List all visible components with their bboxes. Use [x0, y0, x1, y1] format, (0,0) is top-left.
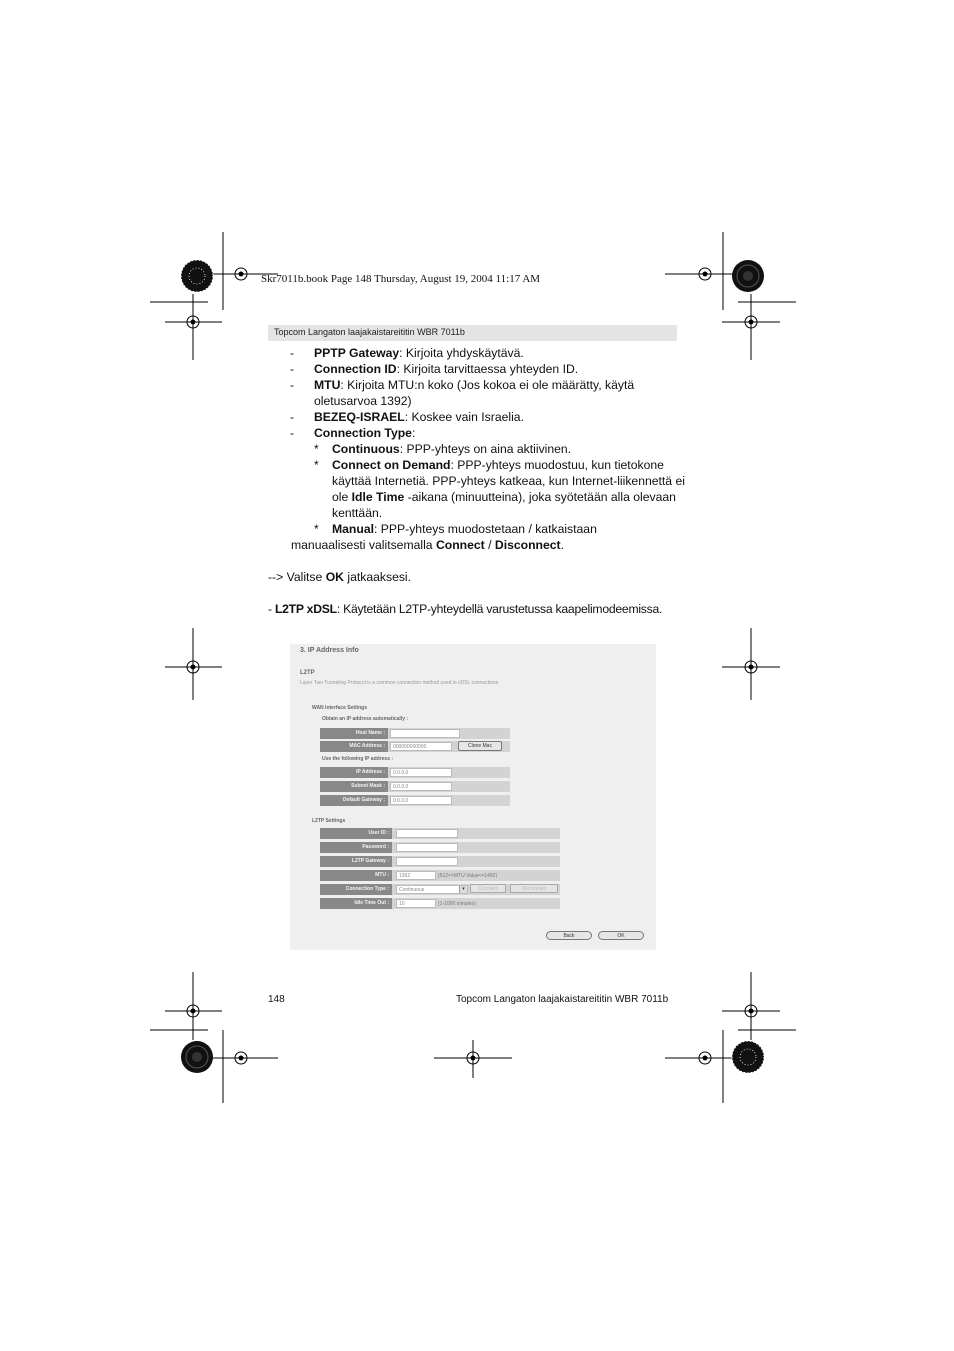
password-label: Password :	[320, 842, 392, 853]
screenshot-subtitle: L2TP	[300, 670, 315, 676]
clone-mac-button[interactable]: Clone Mac	[458, 741, 502, 751]
l2tp-gateway-label: L2TP Gateway :	[320, 856, 392, 867]
select-ok-line: --> Valitse OK jatkaaksesi.	[268, 570, 412, 584]
mtu-input[interactable]: 1392	[396, 871, 436, 880]
l2tp-section-title: L2TP Settings	[312, 818, 346, 824]
sub-item-continuous: * Continuous: PPP-yhteys on aina aktiivinen.	[314, 442, 572, 456]
ip-address-input[interactable]: 0.0.0.0	[390, 768, 452, 777]
page-number: 148	[268, 994, 285, 1005]
list-item: - BEZEQ-ISRAEL: Koskee vain Israelia.	[290, 410, 524, 424]
default-gateway-input[interactable]: 0.0.0.0	[390, 796, 452, 805]
printer-info: Skr7011b.book Page 148 Thursday, August 19, 2004 11:17 AM	[261, 273, 541, 285]
use-following-option[interactable]: Use the following IP address :	[322, 756, 394, 762]
list-item: - Connection Type:	[290, 426, 416, 440]
mtu-hint: (512<=MTU Value<=1492)	[438, 873, 498, 879]
header-text: Topcom Langaton laajakaistareititin WBR 7011b	[274, 327, 465, 337]
ok-button[interactable]: OK	[598, 931, 644, 940]
list-item: - MTU: Kirjoita MTU:n koko (Jos kokoa ei ole määrätty, käytä oletusarvoa 1392)	[290, 378, 635, 408]
screenshot-title: 3. IP Address Info	[300, 647, 359, 654]
mac-address-label: MAC Address :	[320, 741, 388, 752]
idle-time-hint: (1-1000 minutes)	[438, 901, 476, 907]
idle-time-input[interactable]: 10	[396, 899, 436, 908]
sub-item-manual: * Manual: PPP-yhteys muodostetaan / katkaistaan	[314, 522, 597, 536]
subnet-mask-label: Subnet Mask :	[320, 781, 388, 792]
manual-continuation: manuaalisesti valitsemalla Connect / Disconnect.	[291, 538, 564, 552]
connection-type-label: Connection Type :	[320, 884, 392, 895]
router-settings-screenshot	[290, 644, 656, 950]
default-gateway-label: Default Gateway :	[320, 795, 388, 806]
sub-item-on-demand: * Connect on Demand: PPP-yhteys muodostuu, kun tietokone käyttää Internetiä. PPP-yhteys katkeaa, kun Internet-liikennettä ei ole Idle Time -aikana (minuutteina), joka syötetään alla olevaan kenttään.	[314, 458, 685, 520]
idle-time-label: Idle Time Out :	[320, 898, 392, 909]
user-id-input[interactable]	[396, 829, 458, 838]
l2tp-gateway-input[interactable]	[396, 857, 458, 866]
wan-section-title: WAN Interface Settings	[312, 705, 368, 711]
l2tp-line: - L2TP xDSL: Käytetään L2TP-yhteydellä varustetussa kaapelimodeemissa.	[268, 602, 663, 616]
user-id-label: User ID :	[320, 828, 392, 839]
host-name-label: Host Name :	[320, 728, 388, 739]
password-input[interactable]	[396, 843, 458, 852]
dropdown-arrow-icon: ▾	[459, 886, 467, 893]
mtu-label: MTU :	[320, 870, 392, 881]
footer-title: Topcom Langaton laajakaistareititin WBR 7011b	[456, 994, 669, 1005]
disconnect-button[interactable]: Disconnect	[510, 884, 558, 893]
screenshot-description: Layer Two Tunneling Protocol is a common connection method used in xDSL connections	[300, 680, 499, 686]
ip-address-label: IP Address :	[320, 767, 388, 778]
host-name-input[interactable]	[390, 729, 460, 738]
mac-address-input[interactable]: 000000000000	[390, 742, 452, 751]
connection-type-select[interactable]: Continuous ▾	[396, 885, 468, 894]
subnet-mask-input[interactable]: 0.0.0.0	[390, 782, 452, 791]
obtain-auto-option[interactable]: Obtain an IP address automatically :	[322, 716, 409, 722]
body-text	[268, 345, 688, 617]
list-item: - PPTP Gateway: Kirjoita yhdyskäytävä.	[290, 346, 524, 360]
running-header	[268, 325, 677, 341]
back-button[interactable]: Back	[546, 931, 592, 940]
connect-button[interactable]: Connect	[470, 884, 506, 893]
list-item: - Connection ID: Kirjoita tarvittaessa yhteyden ID.	[290, 362, 579, 376]
